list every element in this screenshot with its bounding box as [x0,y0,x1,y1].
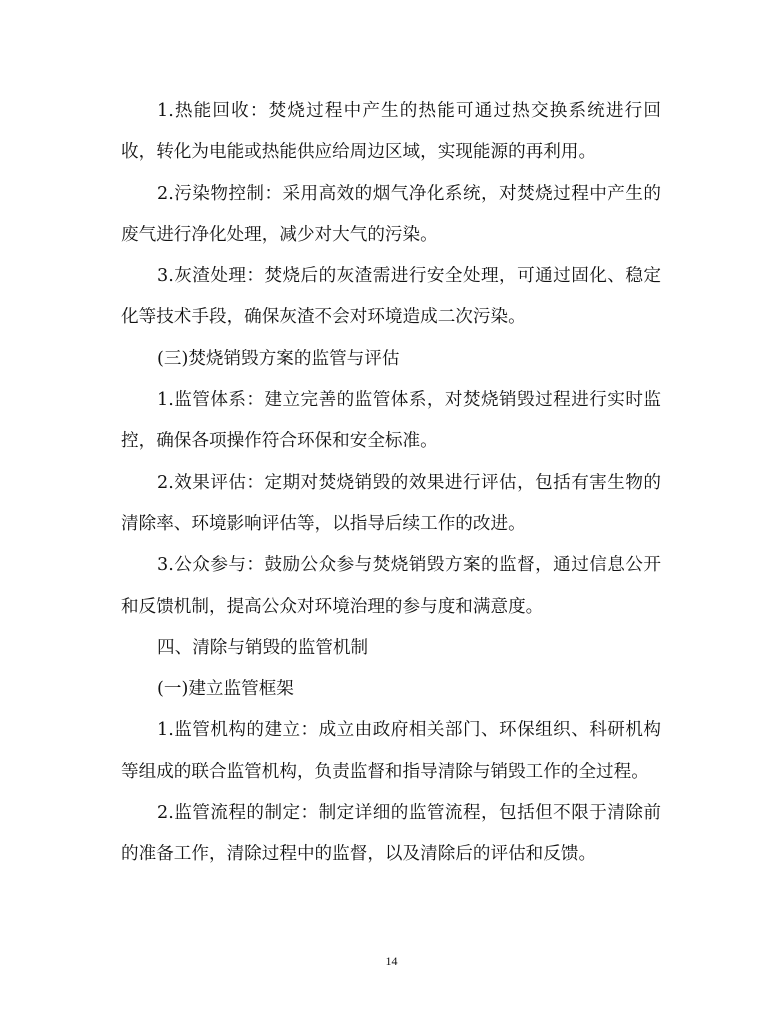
section-heading-incineration-supervision: (三)焚烧销毁方案的监管与评估 [157,348,400,369]
page-number: 14 [385,954,398,968]
paragraph-supervision-process: 2.监管流程的制定：制定详细的监管流程，包括但不限于清除前的准备工作，清除过程中的监督，以及清除后的评估和反馈。 [121,803,661,865]
chapter-heading-supervision-mechanism: 四、清除与销毁的监管机制 [157,637,369,658]
paragraph-supervision-agency: 1.监管机构的建立：成立由政府相关部门、环保组织、科研机构等组成的联合监管机构，负责监督和指导清除与销毁工作的全过程。 [121,720,661,782]
paragraph-ash-treatment: 3.灰渣处理：焚烧后的灰渣需进行安全处理，可通过固化、稳定化等技术手段，确保灰渣不会对环境造成二次污染。 [121,266,661,328]
paragraph-effect-evaluation: 2.效果评估：定期对焚烧销毁的效果进行评估，包括有害生物的清除率、环境影响评估等，以指导后续工作的改进。 [121,472,661,534]
paragraph-supervision-system: 1.监管体系：建立完善的监管体系，对焚烧销毁过程进行实时监控，确保各项操作符合环保和安全标准。 [121,390,661,452]
paragraph-public-participation: 3.公众参与：鼓励公众参与焚烧销毁方案的监督，通过信息公开和反馈机制，提高公众对环境治理的参与度和满意度。 [121,555,661,617]
section-heading-supervision-framework: (一)建立监管框架 [157,679,294,700]
page-body [121,91,661,876]
paragraph-pollution-control: 2.污染物控制：采用高效的烟气净化系统，对焚烧过程中产生的废气进行净化处理，减少对大气的污染。 [121,183,661,245]
paragraph-heat-recovery: 1.热能回收：焚烧过程中产生的热能可通过热交换系统进行回收，转化为电能或热能供应给周边区域，实现能源的再利用。 [121,101,661,163]
